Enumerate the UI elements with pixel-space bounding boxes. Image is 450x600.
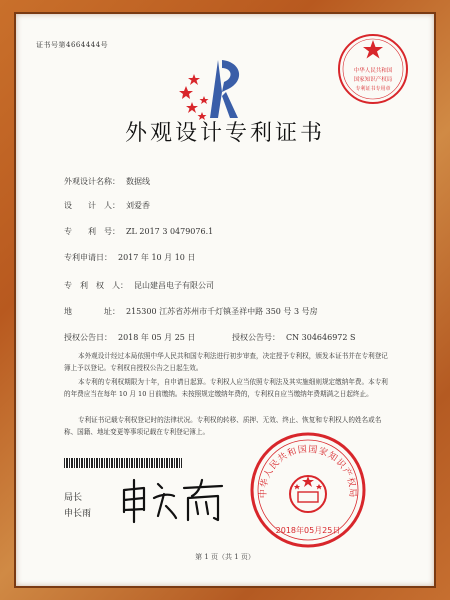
field-patent-number	[64, 226, 213, 237]
certificate-title: 外观设计专利证书	[124, 121, 325, 146]
seal-arc-text: 中华人民共和国国家知识产权局	[258, 444, 358, 499]
star-cluster	[179, 74, 209, 120]
field-value: 数据线	[126, 177, 150, 186]
field-grant-info	[64, 332, 355, 343]
field-value: 215300 江苏省苏州市千灯镇圣祥中路 350 号 3 号房	[126, 307, 318, 316]
handwritten-signature	[118, 476, 228, 526]
field-label: 专利申请日：	[64, 253, 112, 262]
barcode	[64, 458, 182, 468]
grant-date-value: 2018 年 05 月 25 日	[118, 333, 196, 342]
national-emblem	[290, 476, 326, 512]
signature-name: 申长雨	[64, 509, 92, 519]
page-footer: 第 1 页（共 1 页）	[195, 553, 255, 561]
grant-number-value: CN 304646972 S	[285, 333, 356, 342]
grant-date-label: 授权公告日：	[64, 333, 112, 342]
svg-text:中华人民共和国国家知识产权局	[257, 444, 359, 499]
svg-text:国家知识产权局: 国家知识产权局	[353, 77, 393, 83]
field-label: 专 利 号：	[64, 227, 120, 236]
paragraph-1: 本外观设计经过本局依照中华人民共和国专利法进行初步审查，决定授予专利权，颁发本证书并在专利登记簿上予以登记。专利权自授权公告之日起生效。	[64, 352, 388, 372]
field-patentee	[64, 280, 214, 291]
paragraph-2: 本专利的专利权期限为十年，自申请日起算。专利权人应当依照专利法及其实施细则规定缴纳年费。本专利的年费应当在每年 10 月 10 日前缴纳。未按照规定缴纳年费的，专利权自应当缴纳年费期满之日起终止。	[64, 378, 388, 398]
paragraph-3: 专利证书记载专利权登记时的法律状况。专利权的转移、质押、无效、终止、恢复和专利权人的姓名或名称、国籍、地址变更等事项记载在专利登记簿上。	[64, 416, 382, 436]
svg-text:中华人民共和国: 中华人民共和国	[353, 68, 393, 74]
field-design-name	[64, 176, 150, 187]
field-designer	[64, 200, 150, 211]
field-application-date	[64, 252, 195, 263]
seal-date: 2018年05月25日	[275, 526, 341, 535]
field-label: 设 计 人：	[64, 201, 120, 210]
grant-number-label: 授权公告号：	[231, 333, 280, 342]
field-label: 地 址：	[64, 307, 120, 316]
seal-bottom	[248, 430, 368, 550]
certificate-number: 证书号第4664444号	[36, 41, 109, 49]
seal-top-right	[334, 30, 412, 108]
field-value: 昆山建昌电子有限公司	[134, 281, 214, 290]
patent-office-logo	[172, 52, 256, 126]
field-label: 专 利 权 人：	[64, 281, 128, 290]
field-address	[64, 306, 318, 317]
field-value: 2017 年 10 月 10 日	[118, 253, 196, 262]
field-value: ZL 2017 3 0479076.1	[126, 227, 214, 236]
svg-text:专利证书专用章: 专利证书专用章	[355, 86, 391, 92]
field-label: 外观设计名称：	[64, 177, 120, 186]
field-value: 刘爱香	[126, 201, 150, 210]
signature-title: 局长	[64, 493, 83, 503]
